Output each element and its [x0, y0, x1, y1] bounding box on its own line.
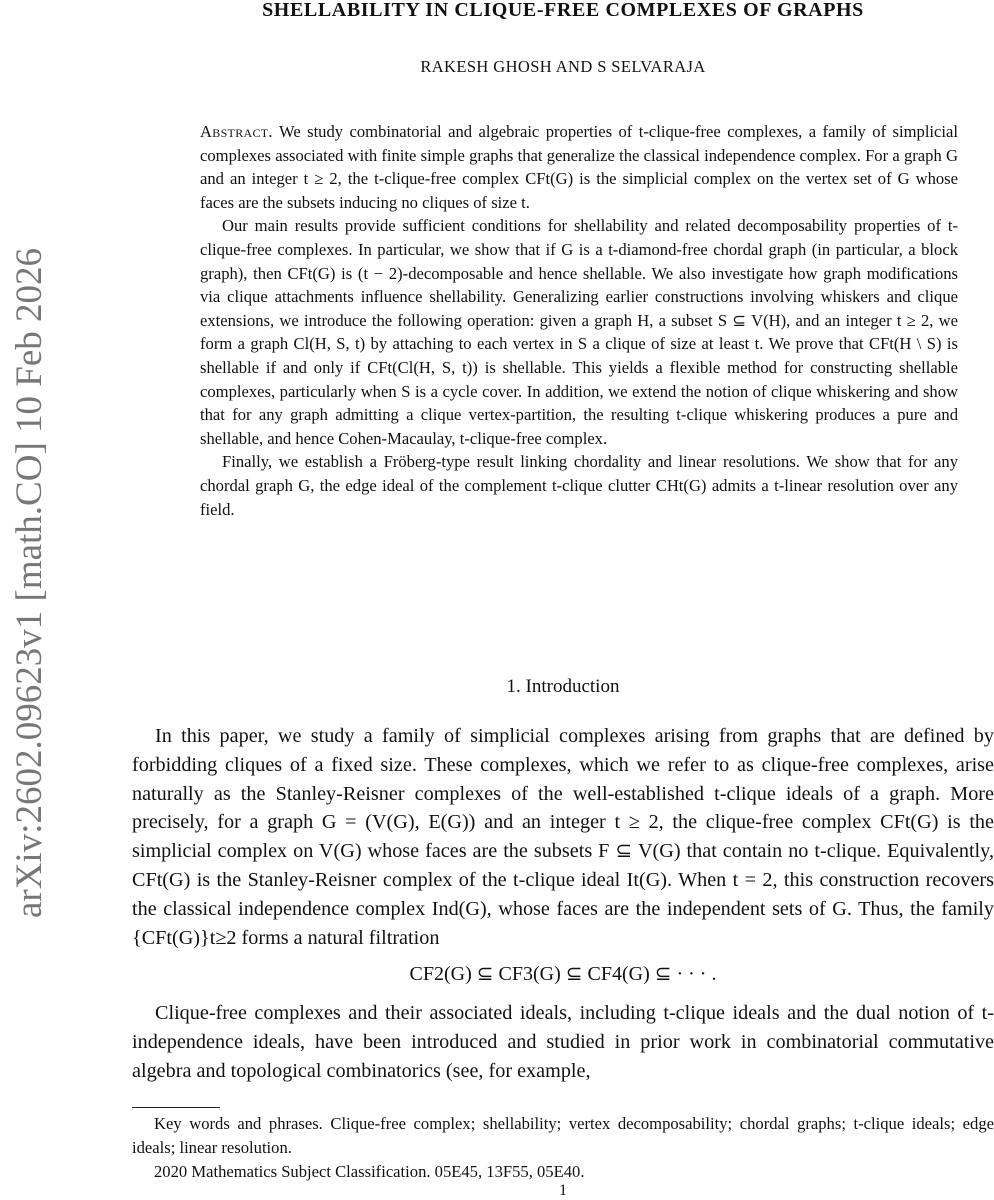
- page-number: 1: [559, 1182, 567, 1199]
- filtration-display-equation: CF2(G) ⊆ CF3(G) ⊆ CF4(G) ⊆ · · · .: [409, 963, 717, 986]
- abstract: [200, 120, 958, 521]
- abstract-paragraph-1-text: We study combinatorial and algebraic properties of t-clique-free complexes, a family of simplicial complexes associated with finite simple graphs that generalize the classical independence complex. For a graph G and an integer t ≥ 2, the t-clique-free complex CFt(G) is the simplicial complex on the vertex set of G whose faces are the subsets inducing no cliques of size t.: [200, 122, 958, 212]
- abstract-paragraph-1: [200, 120, 958, 214]
- footnote-keywords: Key words and phrases. Clique-free complex; shellability; vertex decomposability; chordal graphs; t-clique ideals; edge ideals; linear resolution.: [132, 1114, 994, 1157]
- introduction-body: [132, 722, 994, 1086]
- footnote-divider: [132, 1107, 220, 1108]
- footnotes: [132, 1112, 994, 1184]
- intro-paragraph-1: In this paper, we study a family of simplicial complexes arising from graphs that are defined by forbidding cliques of a fixed size. These complexes, which we refer to as clique-free complexes, arise naturally as the Stanley-Reisner complexes of the well-established t-clique ideals of a graph. More precisely, for a graph G = (V(G), E(G)) and an integer t ≥ 2, the clique-free complex CFt(G) is the simplicial complex on V(G) whose faces are the subsets F ⊆ V(G) that contain no t-clique. Equivalently, CFt(G) is the Stanley-Reisner complex of the t-clique ideal It(G). When t = 2, this construction recovers the classical independence complex Ind(G), whose faces are the independent sets of G. Thus, the family {CFt(G)}t≥2 forms a natural filtration: [132, 725, 994, 949]
- paper-authors: RAKESH GHOSH AND S SELVARAJA: [420, 57, 706, 76]
- paper-title: SHELLABILITY IN CLIQUE-FREE COMPLEXES OF GRAPHS: [262, 0, 864, 21]
- abstract-label: Abstract.: [200, 122, 273, 141]
- footnote-msc: 2020 Mathematics Subject Classification. 05E45, 13F55, 05E40.: [154, 1162, 585, 1181]
- abstract-paragraph-3: Finally, we establish a Fröberg-type result linking chordality and linear resolutions. We show that for any chordal graph G, the edge ideal of the complement t-clique clutter CHt(G) admits a t-linear resolution over any field.: [200, 452, 958, 519]
- arxiv-identifier: arXiv:2602.09623v1 [math.CO] 10 Feb 2026: [9, 247, 50, 919]
- section-heading: 1. Introduction: [506, 676, 620, 697]
- intro-paragraph-2: Clique-free complexes and their associated ideals, including t-clique ideals and the dual notion of t-independence ideals, have been introduced and studied in prior work in combinatorial commutative algebra and topological combinatorics (see, for example,: [132, 1002, 994, 1082]
- abstract-paragraph-2: Our main results provide sufficient conditions for shellability and related decomposability properties of t-clique-free complexes. In particular, we show that if G is a t-diamond-free chordal graph (in particular, a block graph), then CFt(G) is (t − 2)-decomposable and hence shellable. We also investigate how graph modifications via clique attachments influence shellability. Generalizing earlier constructions involving whiskers and clique extensions, we introduce the following operation: given a graph H, a subset S ⊆ V(H), and an integer t ≥ 2, we form a graph Cl(H, S, t) by attaching to each vertex in S a clique of size at least t. We prove that CFt(H \ S) is shellable if and only if CFt(Cl(H, S, t)) is shellable. This yields a flexible method for constructing shellable complexes, particularly when S is a cycle cover. In addition, we extend the notion of clique whiskering and show that for any graph admitting a clique vertex-partition, the resulting t-clique whiskering produces a pure and shellable, and hence Cohen-Macaulay, t-clique-free complex.: [200, 216, 958, 448]
